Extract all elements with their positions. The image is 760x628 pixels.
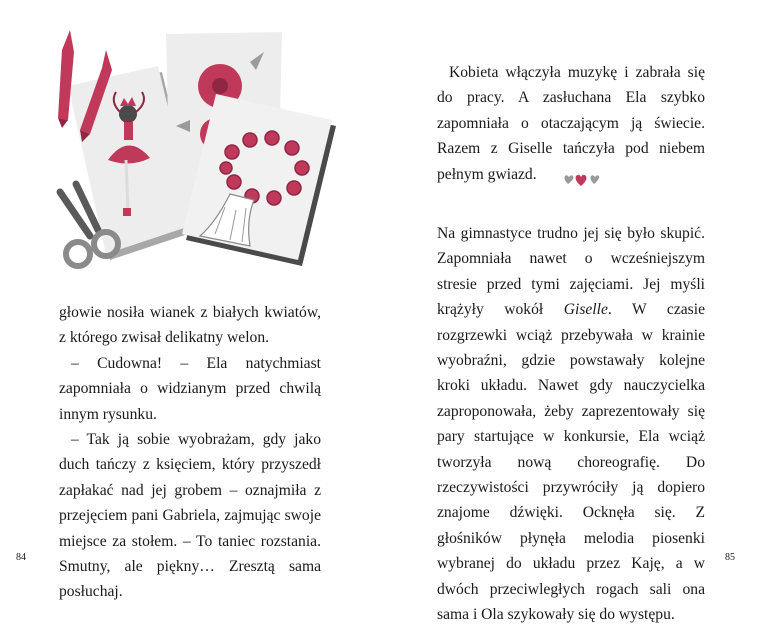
left-paragraph-3: – Tak ją sobie wyobrażam, gdy jako duch tańczy z księciem, który przyszedł zapłakać nad jej grobem – oznajmiła z przejęciem pani Gabriela, zajmując swoje miejsce za stołem. – To taniec rozstania. Smutny, ale piękny… Zresztą sama posłuchaj. (59, 431, 321, 601)
right-paragraph-2-part-1: Na gimnastyce trudno jej się było skupić. Zapomniała nawet o wcześniejszym stresie przed tymi zajęciami. Jej myśli krążyły wokół (437, 225, 705, 319)
illustration (50, 22, 350, 282)
title-giselle: Giselle (563, 301, 608, 319)
left-paragraph-2: – Cudowna! – Ela natychmiast zapomniała o widzianym przed chwilą innym rysunku. (59, 354, 321, 423)
right-body-text-2 (437, 221, 705, 628)
page-number-right: 85 (725, 552, 735, 563)
left-paragraph-1: głowie nosiła wianek z białych kwiatów, z którego zwisał delikatny welon. (59, 304, 321, 347)
left-page (0, 0, 380, 601)
hearts-icon (562, 172, 600, 188)
right-page (380, 0, 760, 624)
right-paragraph-2-part-2: . W czasie rozgrzewki wciąż przebywała w krainie wyobraźni, gdzie powstawały kolejne kroki układu. Nawet gdy nauczycielka zaproponowała, żeby zaprezentowały się pary startujące w konkursie, Ela wciąż tworzyła nową choreografię. Do rzeczywistości przywróciły ją dopiero znajome dźwięki. Ocknęła się. Z głośników płynęła melodia piosenki wybranej do układu przez Kaję, a w dwóch przeciwległych rogach sali ona sama i Ola szykowały się do występu. (437, 301, 705, 624)
left-body-text (59, 300, 321, 605)
right-paragraph-1: Kobieta włączyła muzykę i zabrała się do pracy. A zasłuchana Ela szybko zapomniała o otaczającym ją świecie. Razem z Giselle tańczyła pod niebem pełnym gwiazd. (437, 64, 705, 183)
right-body-text-1 (437, 60, 705, 187)
right-paragraph-2 (437, 221, 705, 628)
page-number-left: 84 (16, 552, 26, 563)
